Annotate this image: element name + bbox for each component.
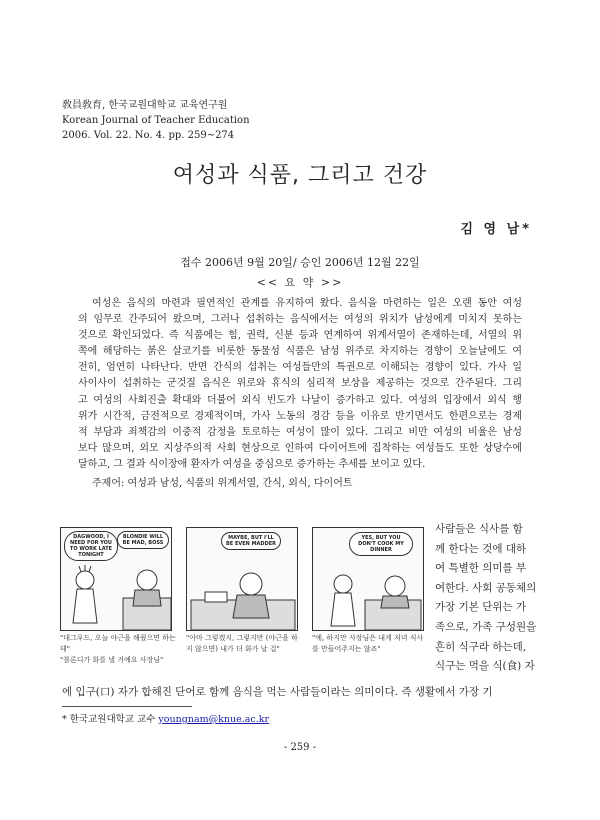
body-line: 족으로, 가족 구성원을 — [435, 620, 537, 633]
abstract-line: 여성은 음식의 마련과 필연적인 관계를 유지하여 왔다. 음식을 마련하는 일은 오랜 동안 여성 — [92, 298, 522, 309]
body-line: 가장 기본 단위는 가 — [435, 601, 527, 614]
abstract-line: 보다 많으며, 외모 지상주의적 사회 현상으로 인하여 다이어트에 집착하는 여성들도 또한 상당수에 — [78, 442, 522, 454]
comic-panel-2 — [186, 527, 298, 631]
body-line: 흔히 식구라 하는데, — [435, 640, 527, 653]
journal-name-english: Korean Journal of Teacher Education — [62, 115, 250, 126]
abstract-line: 사이사이 섭취하는 군것질 음식은 위로와 휴식의 심리적 보상을 제공하는 것으로 간주된다. 그리 — [78, 378, 522, 390]
comic-strip-figure — [60, 527, 424, 664]
abstract-line: 것으로 확인되었다. 즉 식품에는 힘, 권력, 신분 등과 연계하여 위계서열이 존재하는데, 서열의 위 — [78, 330, 522, 342]
body-line-full: 에 입구(口) 자가 합해진 단어로 함께 음식을 먹는 사람들이라는 의미이다. 즉 생활에서 가장 기 — [62, 686, 493, 698]
footnote-divider — [62, 706, 192, 707]
abstract-line: 쪽에 해당하는 붉은 살코기를 비롯한 동물성 식품은 남성 위주로 차지하는 경향이 오늘날에도 여 — [78, 346, 522, 358]
abstract-line: 전히, 엄연히 나타난다. 반면 간식의 섭취는 여성들만의 특권으로 이해되는 경향이 있다. 가사 일 — [78, 362, 522, 374]
body-line: 여 특별한 의미를 부 — [435, 562, 527, 575]
abstract-line: 달하고, 그 결과 식이장애 환자가 여성을 중심으로 증가하는 추세를 보이고 있다. — [78, 458, 426, 470]
comic-caption-3: "예, 하지만 사장님은 내게 저녁 식사를 만들어주지는 않죠" — [312, 634, 424, 653]
journal-name-korean: 敎員敎育, 한국교원대학교 교육연구원 — [62, 100, 228, 111]
footnote — [62, 711, 269, 725]
journal-header — [62, 98, 250, 143]
page-number: - 259 - — [283, 742, 317, 753]
author-email-link[interactable]: youngnam@knue.ac.kr — [158, 714, 270, 725]
abstract-line: 의 임무로 간주되어 왔으며, 그러나 섭취하는 음식에서는 여성의 위치가 남성에게 미치지 못하는 — [78, 314, 522, 326]
abstract-body — [78, 296, 522, 473]
comic-panel-1 — [60, 527, 172, 631]
body-line: 여한다. 사회 공동체의 — [435, 581, 537, 594]
body-text-column — [435, 520, 542, 677]
abstract-line: 적 부담과 죄책감의 이중적 감정을 토로하는 여성이 많이 있다. 그리고 비만 여성의 비율은 남성 — [78, 426, 522, 438]
caption-line: "블론디가 화를 낼 거예요 사장님" — [60, 656, 164, 664]
journal-volume: 2006. Vol. 22. No. 4. pp. 259∼274 — [62, 130, 235, 141]
submission-dates: 접수 2006년 9월 20일/ 승인 2006년 12월 22일 — [180, 256, 420, 269]
author-name: 김 영 남* — [460, 222, 532, 237]
comic-caption-2: "아마 그렇겠지, 그렇지만 (야근을 하지 않으면) 내가 더 화가 날 걸" — [186, 634, 298, 653]
body-line: 께 한다는 것에 대하 — [435, 542, 527, 555]
body-line: 사람들은 식사를 함 — [435, 523, 523, 535]
abstract-heading: << 요 약 >> — [256, 276, 344, 289]
caption-line: "대그우드, 오늘 야근을 해줬으면 하는데" — [60, 634, 176, 653]
keywords: 주제어: 여성과 남성, 식품의 위계서열, 간식, 외식, 다이어트 — [92, 478, 353, 489]
abstract-line: 고 여성의 사회진출 확대와 더불어 외식 빈도가 나날이 증가하고 있다. 여성의 입장에서 외식 행 — [78, 394, 522, 406]
comic-panel-3 — [312, 527, 424, 631]
footnote-affiliation: * 한국교원대학교 교수 — [62, 714, 156, 725]
speech-bubble: BLONDIE WILL BE MAD, BOSS — [117, 531, 169, 549]
paper-title: 여성과 식품, 그리고 건강 — [172, 163, 428, 188]
abstract-line: 위가 시간적, 금전적으로 경제적이며, 가사 노동의 경감 등을 이유로 반기면서도 한편으로는 경제 — [78, 410, 522, 422]
speech-bubble: MAYBE, BUT I'LL BE EVEN MADDER — [221, 532, 281, 550]
body-line: 식구는 먹을 식(食) 자 — [435, 660, 535, 673]
comic-caption-1 — [60, 633, 180, 666]
speech-bubble: DAGWOOD, I NEED FOR YOU TO WORK LATE TONIGHT — [64, 531, 118, 561]
speech-bubble: YES, BUT YOU DON'T COOK MY DINNER — [349, 532, 413, 556]
